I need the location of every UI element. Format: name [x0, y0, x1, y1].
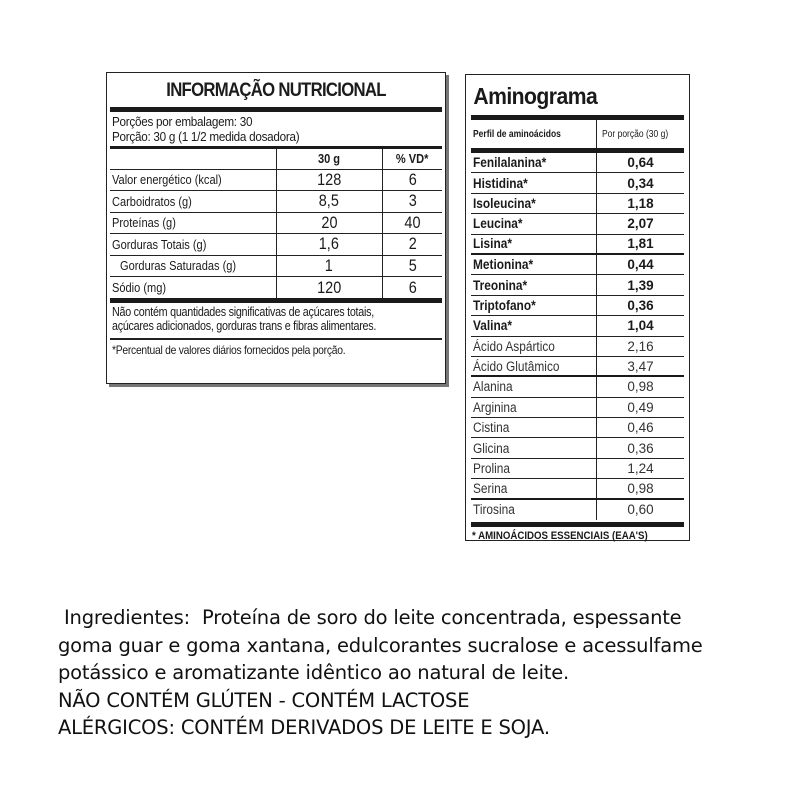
table-row — [110, 191, 442, 213]
amino-name: Prolina — [471, 459, 597, 478]
amino-name: Alanina — [471, 377, 597, 396]
table-row — [471, 337, 684, 357]
nutrition-title: INFORMAÇÃO NUTRICIONAL — [166, 80, 386, 101]
nutrient-amount: 128 — [276, 169, 382, 191]
column-header-dv: % VD* — [382, 149, 442, 169]
allergen-warning: ALÉRGICOS: CONTÉM DERIVADOS DE LEITE E SOJA. — [58, 716, 550, 739]
amino-value: 2,07 — [627, 216, 654, 232]
table-row — [110, 277, 442, 299]
nutrient-dv: 3 — [382, 191, 442, 213]
table-row — [110, 234, 442, 256]
table-row — [471, 275, 684, 295]
table-row — [471, 357, 684, 377]
column-header-profile: Perfil de aminoácidos — [471, 120, 597, 148]
nutrient-amount: 120 — [276, 277, 382, 299]
table-row — [471, 235, 684, 255]
nutrition-facts-table — [106, 72, 446, 384]
nutrient-label: Proteínas (g) — [110, 212, 276, 234]
amino-name: Isoleucina* — [471, 194, 597, 213]
column-header-label — [110, 149, 276, 169]
nutrient-dv: 2 — [382, 234, 442, 256]
amino-value: 1,24 — [627, 461, 654, 477]
table-row — [471, 459, 684, 479]
table-row — [471, 173, 684, 193]
amino-name: Tirosina — [471, 500, 597, 520]
ingredients-line: potássico e aromatizante idêntico ao natural de leite. — [58, 661, 570, 684]
gluten-lactose-warning: NÃO CONTÉM GLÚTEN - CONTÉM LACTOSE — [58, 688, 470, 712]
table-row — [471, 479, 684, 499]
amino-value: 1,18 — [627, 195, 654, 211]
amino-name: Valina* — [471, 316, 597, 335]
amino-value: 1,04 — [627, 318, 654, 334]
column-header-per-serving: Por porção (30 g) — [601, 128, 668, 140]
note-line: Não contém quantidades significativas de açúcares totais, — [112, 305, 374, 319]
amino-name: Triptofano* — [471, 296, 597, 315]
servings-per-package: Porções por embalagem: 30 — [112, 114, 253, 129]
nutrition-note — [107, 303, 445, 338]
nutrient-dv: 6 — [408, 277, 417, 297]
aminogram-table — [465, 74, 690, 541]
note-line: açúcares adicionados, gorduras trans e fibras alimentares. — [112, 319, 377, 333]
nutrient-dv: 6 — [382, 169, 442, 191]
aminogram-header-row — [471, 120, 684, 148]
table-row — [471, 500, 684, 520]
nutrient-amount: 1 — [276, 255, 382, 277]
nutrition-values-table — [110, 149, 442, 298]
nutrient-label: Valor energético (kcal) — [110, 169, 276, 191]
nutrient-amount: 20 — [276, 212, 382, 234]
table-row — [471, 377, 684, 397]
table-row — [471, 418, 684, 438]
table-row — [471, 316, 684, 336]
amino-name: Cistina — [471, 418, 597, 437]
amino-value: 0,98 — [627, 480, 654, 496]
amino-name: Ácido Aspártico — [471, 337, 597, 356]
nutrient-label: Gorduras Saturadas (g) — [110, 255, 276, 277]
nutrient-label: Carboidratos (g) — [110, 191, 276, 213]
nutrient-amount: 8,5 — [276, 191, 382, 213]
table-row — [110, 169, 442, 191]
amino-name: Treonina* — [471, 275, 597, 294]
aminogram-rows — [471, 153, 684, 520]
amino-name: Fenilalanina* — [471, 153, 597, 172]
table-row — [471, 194, 684, 214]
ingredients-line: goma guar e goma xantana, edulcorantes sucralose e acessulfame — [58, 633, 703, 657]
footnote-text: *Percentual de valores diários fornecidos pela porção. — [112, 342, 346, 357]
amino-value: 0,98 — [627, 379, 654, 395]
amino-name: Metionina* — [471, 255, 597, 274]
amino-name: Arginina — [471, 398, 597, 417]
amino-value: 1,81 — [627, 236, 654, 252]
aminogram-title: Aminograma — [473, 83, 598, 109]
nutrient-dv: 5 — [382, 255, 442, 277]
amino-value: 3,47 — [627, 358, 654, 374]
ingredients-text — [58, 604, 778, 742]
nutrition-footnote — [107, 340, 445, 360]
amino-value: 0,44 — [627, 257, 654, 273]
nutrient-amount: 1,6 — [276, 234, 382, 256]
table-row — [110, 255, 442, 277]
amino-name: Serina — [471, 479, 597, 497]
amino-name: Leucina* — [471, 214, 597, 233]
table-row — [471, 438, 684, 458]
amino-value: 0,36 — [627, 297, 654, 313]
nutrient-label: Gorduras Totais (g) — [110, 234, 276, 256]
amino-value: 1,39 — [627, 277, 654, 293]
table-row — [471, 214, 684, 234]
nutrient-label: Sódio (mg) — [110, 277, 276, 299]
amino-value: 0,36 — [627, 440, 654, 456]
portion-info — [107, 112, 445, 146]
amino-value: 0,60 — [627, 502, 654, 518]
amino-name: Glicina — [471, 438, 597, 457]
nutrient-dv: 40 — [382, 212, 442, 234]
amino-value: 0,64 — [627, 155, 654, 171]
amino-value: 2,16 — [627, 338, 654, 354]
amino-name: Histidina* — [471, 173, 597, 192]
table-header-row — [110, 149, 442, 169]
table-row — [471, 255, 684, 275]
table-row — [110, 212, 442, 234]
table-row — [471, 153, 684, 173]
serving-size: Porção: 30 g (1 1/2 medida dosadora) — [112, 129, 300, 144]
amino-name: Ácido Glutâmico — [471, 357, 597, 375]
table-row — [471, 296, 684, 316]
amino-value: 0,49 — [627, 399, 654, 415]
amino-name: Lisina* — [471, 235, 597, 253]
table-row — [471, 398, 684, 418]
ingredients-line: Ingredientes: Proteína de soro do leite concentrada, espessante — [58, 606, 682, 629]
column-header-amount: 30 g — [276, 149, 382, 169]
amino-value: 0,46 — [627, 420, 654, 436]
aminogram-footnote: * AMINOÁCIDOS ESSENCIAIS (EAA'S) — [472, 530, 648, 543]
amino-value: 0,34 — [627, 175, 654, 191]
